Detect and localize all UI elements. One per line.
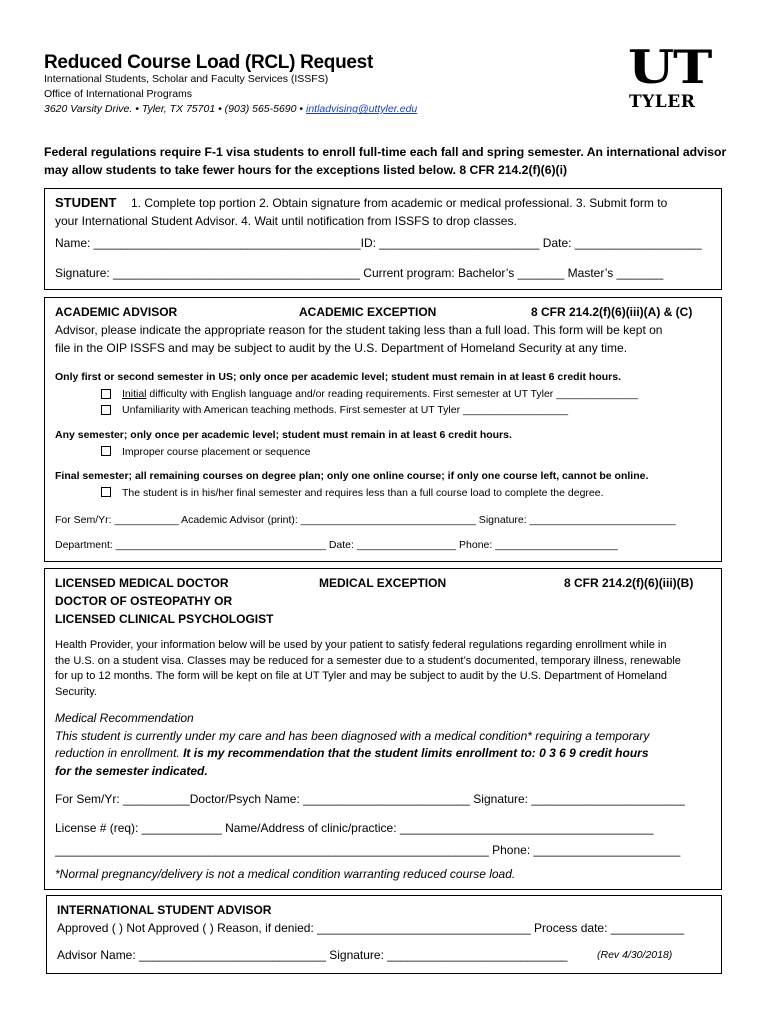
student-name-row[interactable]: Name: ________________________________________ID: ________________________ Date: ___________________ <box>55 236 702 250</box>
form-title: Reduced Course Load (RCL) Request <box>44 52 373 73</box>
academic-advisor-heading: ACADEMIC ADVISOR <box>55 305 178 319</box>
medical-cfr: 8 CFR 214.2(f)(6)(iii)(B) <box>564 576 694 590</box>
checkbox-placement[interactable] <box>101 446 111 456</box>
medical-rec-2 <box>55 746 649 760</box>
medical-paragraph <box>55 638 681 700</box>
medical-note: *Normal pregnancy/delivery is not a medical condition warranting reduced course load. <box>55 867 516 881</box>
academic-row-2[interactable]: Department: ____________________________________ Date: _________________ Phone: _____________________ <box>55 539 618 551</box>
address-text: 3620 Varsity Drive. • Tyler, TX 75701 • (903) 565-5690 • <box>44 103 304 115</box>
medical-p4: Security. <box>55 685 97 698</box>
medical-p2: the U.S. on a student visa. Classes may be reduced for a semester due to a student’s documented, temporary illness, renewable <box>55 654 681 667</box>
email-link[interactable]: intladvising@uttyler.edu <box>306 103 418 115</box>
academic-group-3: Final semester; all remaining courses on degree plan; only one online course; if only one course left, cannot be online. <box>55 470 649 482</box>
academic-row-1[interactable]: For Sem/Yr: ___________ Academic Advisor (print): ______________________________ Signature: _________________________ <box>55 514 676 526</box>
office-name: International Students, Scholar and Faculty Services (ISSFS) <box>44 73 329 85</box>
option-teaching: Unfamiliarity with American teaching methods. First semester at UT Tyler __________________ <box>122 404 569 416</box>
initial-label: Initial <box>122 388 147 400</box>
academic-group-1: Only first or second semester in US; only once per academic level; student must remain in at least 6 credit hours. <box>55 371 622 383</box>
academic-group-2: Any semester; only once per academic level; student must remain in at least 6 credit hours. <box>55 429 512 441</box>
medical-rec-title: Medical Recommendation <box>55 711 194 725</box>
medical-heading-3: LICENSED CLINICAL PSYCHOLOGIST <box>55 612 274 626</box>
checkbox-english[interactable] <box>101 389 111 399</box>
medical-p3: for up to 12 months. The form will be kept on file at UT Tyler and may be subject to audit by the U.S. Department of Homeland <box>55 670 668 682</box>
medical-p1: Health Provider, your information below will be used by your patient to satisfy federal regulations regarding enrollment while in <box>55 639 667 651</box>
office-address <box>44 103 417 115</box>
medical-heading-1: LICENSED MEDICAL DOCTOR <box>55 576 229 590</box>
ut-logo-mark: UT <box>628 40 712 94</box>
intro-paragraph <box>44 143 734 179</box>
academic-desc-2: file in the OIP ISSFS and may be subject to audit by the U.S. Department of Homeland Security at any time. <box>55 341 628 355</box>
isa-row-2[interactable]: Advisor Name: ____________________________ Signature: ___________________________ <box>57 948 568 962</box>
option-final-semester: The student is in his/her final semester and requires less than a full course load to complete the degree. <box>122 487 604 499</box>
isa-heading: INTERNATIONAL STUDENT ADVISOR <box>57 903 272 917</box>
academic-cfr: 8 CFR 214.2(f)(6)(iii)(A) & (C) <box>531 305 693 319</box>
isa-row-1[interactable]: Approved ( ) Not Approved ( ) Reason, if denied: ________________________________ Process date: ___________ <box>57 921 685 935</box>
medical-row-3[interactable]: _________________________________________________________________ Phone: ______________________ <box>55 843 681 857</box>
medical-rec-3: for the semester indicated. <box>55 764 208 778</box>
student-steps-2: your International Student Advisor. 4. Wait until notification from ISSFS to drop classes. <box>55 214 517 228</box>
rec-credit-hours[interactable]: It is my recommendation that the student limits enrollment to: 0 3 6 9 credit hours <box>183 746 649 760</box>
medical-row-2[interactable]: License # (req): ____________ Name/Address of clinic/practice: ______________________________________ <box>55 821 654 835</box>
office-program: Office of International Programs <box>44 88 193 100</box>
intro-line-2: may allow students to take fewer hours for the exceptions listed below. 8 CFR 214.2(f)(6)(i) <box>44 163 568 177</box>
option-english <box>122 388 638 400</box>
student-heading: STUDENT <box>55 195 117 210</box>
checkbox-final-semester[interactable] <box>101 487 111 497</box>
student-steps-1: 1. Complete top portion 2. Obtain signature from academic or medical professional. 3. Submit form to <box>131 196 668 210</box>
academic-exception-heading: ACADEMIC EXCEPTION <box>299 305 437 319</box>
student-signature-row[interactable]: Signature: _____________________________________ Current program: Bachelor’s _______ Master’s _______ <box>55 266 664 280</box>
option-english-text: difficulty with English language and/or reading requirements. First semester at UT Tyler ______________ <box>146 388 638 400</box>
ut-logo-tyler: TYLER <box>629 92 696 112</box>
academic-desc-1: Advisor, please indicate the appropriate reason for the student taking less than a full load. This form will be kept on <box>55 323 663 337</box>
medical-exception-heading: MEDICAL EXCEPTION <box>319 576 447 590</box>
rec-2a: reduction in enrollment. <box>55 746 184 760</box>
checkbox-teaching[interactable] <box>101 405 111 415</box>
revision-date: (Rev 4/30/2018) <box>597 949 673 961</box>
medical-row-1[interactable]: For Sem/Yr: __________Doctor/Psych Name: _________________________ Signature: _______________________ <box>55 792 685 806</box>
option-placement: Improper course placement or sequence <box>122 446 311 458</box>
medical-rec-1: This student is currently under my care and has been diagnosed with a medical condition* requiring a temporary <box>55 729 650 743</box>
intro-line-1: Federal regulations require F-1 visa students to enroll full-time each fall and spring semester. An international advisor <box>44 145 727 159</box>
medical-heading-2: DOCTOR OF OSTEOPATHY OR <box>55 594 233 608</box>
